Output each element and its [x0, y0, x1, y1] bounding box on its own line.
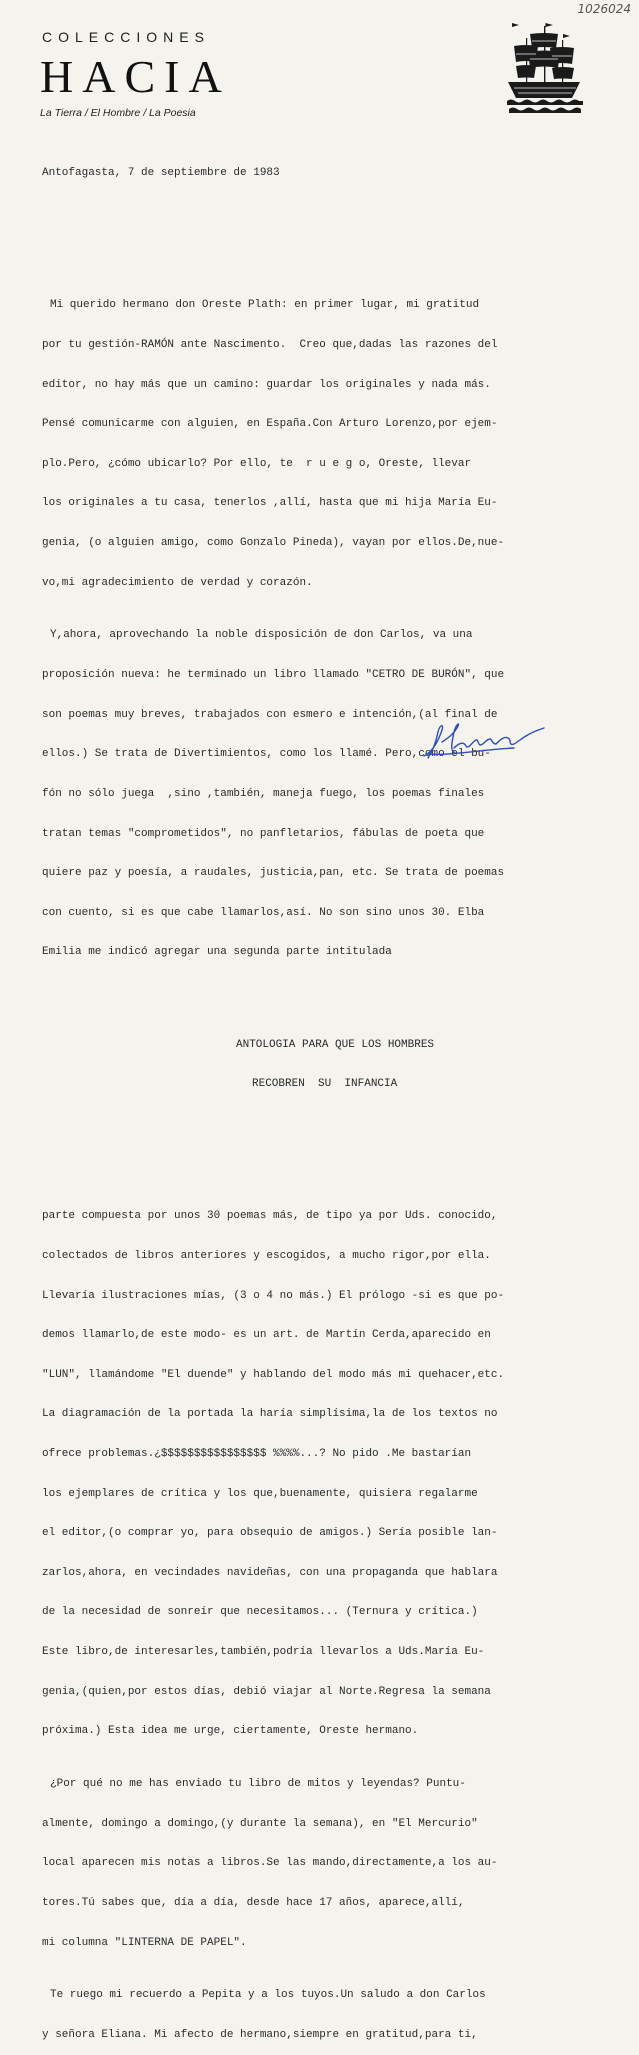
letter-line: ¿Por qué no me has enviado tu libro de mitos y leyendas? Puntu-: [50, 1778, 466, 1791]
letter-line: La diagramación de la portada la haría simplísima,la de los textos no: [42, 1408, 498, 1421]
letter-line: almente, domingo a domingo,(y durante la semana), en "El Mercurio": [42, 1817, 478, 1830]
letter-line: colectados de libros anteriores y escogidos, a mucho rigor,por ella.: [42, 1249, 491, 1262]
letter-line: editor, no hay más que un camino: guardar los originales y nada más.: [42, 378, 491, 391]
handwritten-signature: [418, 712, 552, 764]
letter-line: tratan temas "comprometidos", no panfletarios, fábulas de poeta que: [42, 827, 485, 840]
letter-line: vo,mi agradecimiento de verdad y corazón.: [42, 576, 313, 589]
letter-line: parte compuesta por unos 30 poemas más, de tipo ya por Uds. conocido,: [42, 1210, 498, 1223]
letter-line: los originales a tu casa, tenerlos ,allí, hasta que mi hija María Eu-: [42, 497, 498, 510]
letter-line: mi columna "LINTERNA DE PAPEL".: [42, 1936, 247, 1949]
letter-date: Antofagasta, 7 de septiembre de 1983: [42, 167, 280, 180]
letter-line: con cuento, si es que cabe llamarlos,así. No son sino unos 30. Elba: [42, 906, 485, 919]
letter-line: quiere paz y poesía, a raudales, justicia,pan, etc. Se trata de poemas: [42, 867, 505, 880]
letterhead-title: HACIA: [40, 51, 231, 102]
letter-line: demos llamarlo,de este modo- es un art. de Martín Cerda,aparecido en: [42, 1329, 491, 1342]
letter-line: Te ruego mi recuerdo a Pepita y a los tuyos.Un saludo a don Carlos: [50, 1989, 486, 2002]
book-title-heading: ANTOLOGIA PARA QUE LOS HOMBRES: [236, 1038, 435, 1051]
letter-line: genia, (o alguien amigo, como Gonzalo Pineda), vayan por ellos.De,nue-: [42, 537, 505, 550]
letter-line: de la necesidad de sonreír que necesitamos... (Ternura y crítica.): [42, 1606, 478, 1619]
letter-line: Mi querido hermano don Oreste Plath: en primer lugar, mi gratitud: [50, 299, 480, 312]
letter-line: Llevaría ilustraciones mías, (3 o 4 no más.) El prólogo -si es que po-: [42, 1289, 505, 1302]
letter-line: próxima.) Esta idea me urge, ciertamente, Oreste hermano.: [42, 1725, 419, 1738]
letter-line: por tu gestión-RAMÓN ante Nascimento. Creo que,dadas las razones del: [42, 339, 498, 352]
letter-line: fón no sólo juega ,sino ,también, maneja fuego, los poemas finales: [42, 787, 485, 800]
letter-line: son poemas muy breves, trabajados con esmero e intención,(al final de: [42, 708, 498, 721]
letter-line: plo.Pero, ¿cómo ubicarlo? Por ello, te r u e g o, Oreste, llevar: [42, 457, 472, 470]
letter-line: Este libro,de interesarles,también,podría llevarlos a Uds.María Eu-: [42, 1646, 485, 1659]
letter-line: local aparecen mis notas a libros.Se las mando,directamente,a los au-: [42, 1857, 498, 1870]
letter-line: tores.Tú sabes que, día a día, desde hace 17 años, aparece,allí,: [42, 1896, 465, 1909]
letterhead-subtitle: La Tierra / El Hombre / La Poesia: [40, 107, 196, 119]
letter-body: [42, 141, 612, 2055]
sailing-ship-logo: [506, 22, 584, 116]
letter-line: los ejemplares de crítica y los que,buenamente, quisiera regalarme: [42, 1487, 478, 1500]
letter-line: "LUN", llamándome "El duende" y hablando del modo más mi quehacer,etc.: [42, 1368, 505, 1381]
letter-line: Emilia me indicó agregar una segunda parte intitulada: [42, 946, 392, 959]
letter-line: el editor,(o comprar yo, para obsequio de amigos.) Sería posible lan-: [42, 1527, 498, 1540]
letterhead-collection-name: COLECCIONES: [42, 29, 210, 45]
letter-line: genia,(quien,por estos días, debió viajar al Norte.Regresa la semana: [42, 1685, 491, 1698]
book-title-heading: RECOBREN SU INFANCIA: [252, 1078, 398, 1091]
letter-line: proposición nueva: he terminado un libro llamado "CETRO DE BURÓN", que: [42, 669, 505, 682]
letter-line: ofrece problemas.¿$$$$$$$$$$$$$$$$ %%%%...? No pido .Me bastarían: [42, 1448, 472, 1461]
letter-line: ellos.) Se trata de Divertimientos, como los llamé. Pero,como el bu-: [42, 748, 491, 761]
letter-line: y señora Eliana. Mi afecto de hermano,siempre en gratitud,para ti,: [42, 2028, 478, 2041]
archive-number: 1026024: [577, 2, 631, 16]
letter-line: Y,ahora, aprovechando la noble disposición de don Carlos, va una: [50, 629, 473, 642]
letter-line: Pensé comunicarme con alguien, en España.Con Arturo Lorenzo,por ejem-: [42, 418, 498, 431]
letter-line: zarlos,ahora, en vecindades navideñas, con una propaganda que hablara: [42, 1566, 498, 1579]
